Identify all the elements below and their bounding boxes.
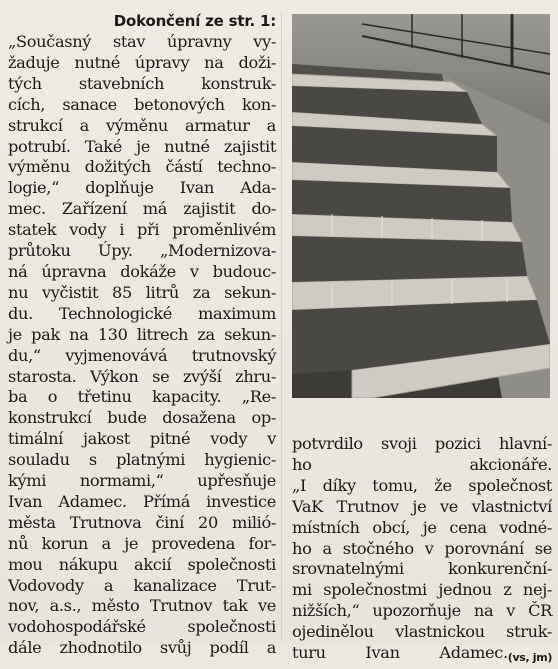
article-left-column	[8, 12, 276, 659]
text-line: kými normami,“ upřesňuje	[8, 471, 276, 491]
left-column-text	[8, 32, 276, 659]
text-line: Vodovody a kanalizace Trut-	[8, 575, 276, 595]
text-line: místních obcí, je cena vodné-	[292, 517, 552, 537]
text-line: nov, a.s., město Trutnov tak ve	[8, 596, 276, 616]
text-line: ba o třetinu kapacity. „Re-	[8, 387, 276, 407]
text-line: du,“ vyjmenovává trutnovský	[8, 345, 276, 365]
text-line: mec. Zařízení má zajistit do-	[8, 199, 276, 219]
text-line: souladu s platnými hygienic-	[8, 450, 276, 470]
text-line: konstrukcí bude dosažena op-	[8, 408, 276, 428]
right-column-text	[292, 434, 552, 664]
text-line: mou nákupu akcií společnosti	[8, 554, 276, 574]
text-line: ojedinělou vlastnickou struk-	[292, 622, 552, 642]
text-line: je pak na 130 litrech za sekun-	[8, 324, 276, 344]
text-line: tých stavebních konstruk-	[8, 73, 276, 93]
text-line: mi společnostmi jednou z nej-	[292, 580, 552, 600]
text-line: města Trutnova činí 20 milió-	[8, 512, 276, 532]
text-line: dále zhodnotilo svůj podíl a	[8, 638, 276, 658]
text-line: „Současný stav úpravny vy-	[8, 32, 276, 51]
text-line: VaK Trutnov je ve vlastnictví	[292, 496, 552, 516]
text-line: výměnu dožitých částí techno-	[8, 157, 276, 177]
text-line: srovnatelnými konkurenční-	[292, 559, 552, 579]
text-line: ho akcionáře.	[292, 454, 552, 474]
continuation-kicker: Dokončení ze str. 1:	[113, 12, 276, 30]
text-line: průtoku Úpy. „Modernizova-	[8, 241, 276, 261]
text-line: vodohospodářské společnosti	[8, 617, 276, 637]
text-line: turu Ivan Adamec. (vs, jm)	[292, 643, 552, 664]
author-signature: (vs, jm)	[507, 651, 552, 665]
text-line: ho a stočného v porovnání se	[292, 538, 552, 558]
text-line: strukcí a výměnu armatur a	[8, 115, 276, 135]
article-right-column	[292, 434, 552, 669]
text-line: Ivan Adamec. Přímá investice	[8, 491, 276, 511]
text-line: nu vyčistit 85 litrů za sekun-	[8, 282, 276, 302]
text-line: logie,“ doplňuje Ivan Ada-	[8, 178, 276, 198]
text-line: potvrdilo svoji pozici hlavní-	[292, 434, 552, 453]
column-divider	[281, 12, 282, 642]
text-line: nižších,“ upozorňuje na v ČR	[292, 601, 552, 621]
text-line: ná úpravna dokáže v budouc-	[8, 261, 276, 281]
text-line: starosta. Výkon se zvýší zhru-	[8, 366, 276, 386]
text-line: du. Technologické maximum	[8, 303, 276, 323]
water-basins-image	[292, 14, 550, 398]
text-line: nů korun a je provedena for-	[8, 533, 276, 553]
text-line: timální jakost pitné vody v	[8, 429, 276, 449]
text-line: statek vody i při proměnlivém	[8, 220, 276, 240]
text-line: žaduje nutné úpravy na doži-	[8, 52, 276, 72]
text-line: „I díky tomu, že společnost	[292, 475, 552, 495]
water-treatment-photo	[292, 14, 550, 398]
text-line: potrubí. Také je nutné zajistit	[8, 136, 276, 156]
text-line: cích, sanace betonových kon-	[8, 94, 276, 114]
